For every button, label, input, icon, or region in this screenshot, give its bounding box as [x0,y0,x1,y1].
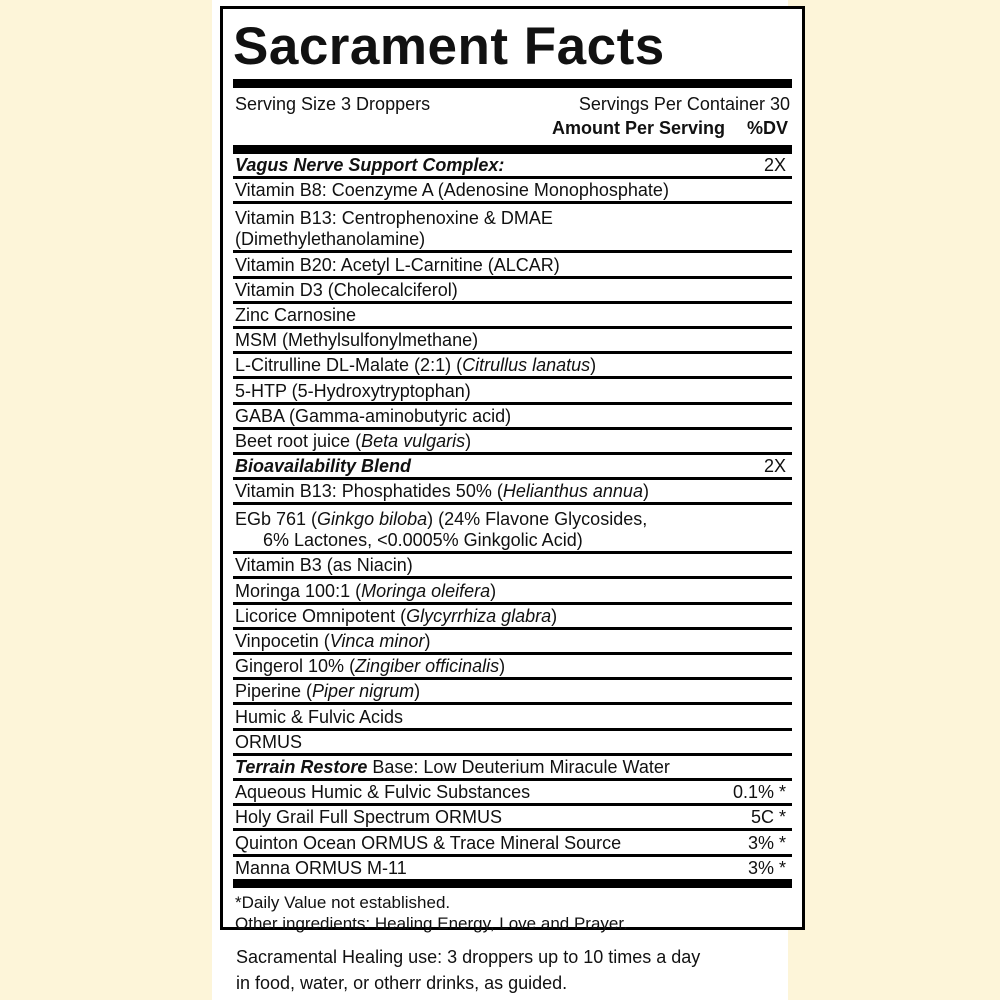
amount-header [233,115,792,145]
section-heading [233,455,792,480]
divider-thick [233,879,792,888]
servings-per-container: Servings Per Container 30 [578,94,790,114]
ingredient-row: Vitamin B13: Phosphatides 50% (Helianthus annua) [233,480,792,505]
usage-instructions [236,944,796,996]
serving-info [233,88,792,115]
ingredient-row: Beet root juice (Beta vulgaris) [233,430,792,455]
ingredient-row: Manna ORMUS M-11 3% * [233,857,792,879]
ingredient-row: Piperine (Piper nigrum) [233,680,792,705]
ingredient-row: GABA (Gamma-aminobutyric acid) [233,405,792,430]
ingredient-row: Quinton Ocean ORMUS & Trace Mineral Source 3% * [233,831,792,856]
ingredient-amount: 5C * [750,807,786,828]
ingredient-row: Vitamin B3 (as Niacin) [233,554,792,579]
ingredient-row: Humic & Fulvic Acids [233,705,792,730]
ingredient-row: L-Citrulline DL-Malate (2:1) (Citrullus lanatus) [233,354,792,379]
ingredient-amount: 3% * [747,857,786,878]
ingredient-amount: 3% * [747,832,786,853]
daily-value-note: *Daily Value not established. [235,892,451,912]
section-heading [233,154,792,179]
ingredient-row: Moringa 100:1 (Moringa oleifera) [233,579,792,604]
divider-thick [233,145,792,154]
dv-header: %DV [746,118,788,138]
usage-line: in food, water, or otherr drinks, as guided. [236,973,568,993]
ingredient-row: 5-HTP (5-Hydroxytryptophan) [233,379,792,404]
amount-per-serving: Amount Per Serving [551,118,725,138]
sacrament-facts-label [220,6,805,933]
ingredient-row: Aqueous Humic & Fulvic Substances 0.1% * [233,781,792,806]
ingredient-row: Holy Grail Full Spectrum ORMUS 5C * [233,806,792,831]
ingredient-row: Gingerol 10% (Zingiber officinalis) [233,655,792,680]
usage-line: Sacramental Healing use: 3 droppers up to 10 times a day [236,947,701,967]
ingredient-row: Vitamin B8: Coenzyme A (Adenosine Monophosphate) [233,179,792,204]
section-amount: 2X [763,155,786,176]
ingredient-row: Licorice Omnipotent (Glycyrrhiza glabra) [233,605,792,630]
section-name: Bioavailability Blend [235,456,412,477]
label-title: Sacrament Facts [233,17,665,76]
section-heading: Terrain Restore Base: Low Deuterium Miracule Water [233,756,792,781]
ingredient-row: ORMUS [233,731,792,756]
ingredient-row: Vitamin D3 (Cholecalciferol) [233,279,792,304]
ingredient-row: Vitamin B13: Centrophenoxine & DMAE (Dimethylethanolamine) [233,204,792,253]
section-name: Vagus Nerve Support Complex: [235,155,505,176]
ingredient-amount: 0.1% * [732,782,786,803]
footnote [233,888,792,934]
section-amount: 2X [763,456,786,477]
ingredient-row: Zinc Carnosine [233,304,792,329]
ingredient-row: Vinpocetin (Vinca minor) [233,630,792,655]
ingredient-row: EGb 761 (Ginkgo biloba) (24% Flavone Glycosides, 6% Lactones, <0.0005% Ginkgolic Acid) [233,505,792,554]
ingredient-row: MSM (Methylsulfonylmethane) [233,329,792,354]
ingredient-row: Vitamin B20: Acetyl L-Carnitine (ALCAR) [233,253,792,278]
other-ingredients: Other ingredients: Healing Energy, Love and Prayer. [235,913,628,933]
serving-size: Serving Size 3 Droppers [235,94,431,114]
divider-thick [233,79,792,88]
section-name: Terrain Restore [235,756,368,777]
